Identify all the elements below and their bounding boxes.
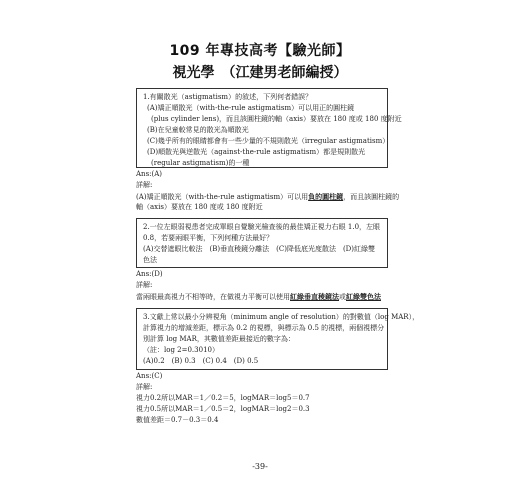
detail-text: ，而且該圓柱鏡的 <box>343 193 400 201</box>
question-3-line: 別計算 log MAR，其數值差距最接近的數字為： <box>143 335 295 343</box>
question-3-line: 3.文獻上常以最小分辨視角（minimum angle of resolution）的對數值（log MAR）， <box>143 313 420 321</box>
question-1-line: (plus cylinder lens)，而且該圓柱鏡的軸（axis）要放在 180 度或 180 度附近 <box>151 115 402 123</box>
detail-label-3: 詳解: <box>136 383 153 391</box>
detail-emphasis: 負的圓柱鏡 <box>308 192 344 201</box>
detail-2-line-1 <box>136 291 381 303</box>
question-2-line: 0.8，若要兩眼平衡，下列何種方法最好？ <box>143 234 274 242</box>
detail-1-line-2: 軸（axis）要放在 180 度或 180 度附近 <box>136 203 263 211</box>
question-box-1 <box>136 88 402 168</box>
page-number: -39- <box>252 462 268 471</box>
question-1-line: (A)矯正順散光（with-the-rule astigmatism）可以用正的圓柱鏡 <box>147 104 355 112</box>
page-subtitle: 視光學 （江建男老師編授） <box>172 65 348 81</box>
answer-2: Ans:(D) <box>136 270 163 278</box>
question-1-line: (C)幾乎所有的眼睛都會有一些少量的不規則散光（irregular astigmatism） <box>147 137 390 145</box>
question-box-3 <box>136 308 420 370</box>
detail-label-1: 詳解: <box>136 181 153 189</box>
question-1-line: 1.有關散光（astigmatism）的敘述，下列何者錯誤？ <box>143 93 313 101</box>
detail-3-line-1: 視力0.2所以MAR＝1／0.2＝5，logMAR＝log5＝0.7 <box>136 394 310 402</box>
detail-3-line-3: 數值差距＝0.7－0.3＝0.4 <box>136 416 219 424</box>
page-title: 109 年專技高考【驗光師】 <box>169 43 351 59</box>
detail-text: 或 <box>339 293 346 301</box>
question-3-line: 計算視力的增減差距，標示為 0.2 的視標，與標示為 0.5 的視標，兩個視標分 <box>143 324 385 332</box>
question-1-line: (D)順散光與逆散光（against-the-rule astigmatism）都是規則散光 <box>147 148 366 156</box>
detail-text: (A)矯正順散光（with-the-rule astigmatism）可以用 <box>136 193 309 201</box>
question-1-line: (regular astigmatism)的一種 <box>151 159 250 167</box>
question-box-2 <box>136 218 388 268</box>
detail-3-line-2: 視力0.5所以MAR＝1／0.5＝2，logMAR＝log2＝0.3 <box>136 405 310 413</box>
detail-emphasis: 紅綠雙色法 <box>346 292 381 301</box>
question-1-line: (B)在兒童較常見的散光為順散光 <box>147 126 249 134</box>
question-2-line: 色法 <box>143 256 157 264</box>
question-3-line: （註：log 2=0.3010） <box>143 346 219 354</box>
detail-text: 當兩眼最高視力不相等時，在做視力平衡可以使用 <box>136 293 290 301</box>
question-2-line: 2.一位左眼弱視患者完成單眼自覺驗光檢查後的最佳矯正視力右眼 1.0，左眼 <box>143 223 381 231</box>
question-2-line: (A)交替遮眼比較法 (B)垂直稜鏡分離法 (C)降低底光度散法 (D)紅綠雙 <box>143 245 376 253</box>
detail-label-2: 詳解: <box>136 281 153 289</box>
detail-emphasis: 紅綠垂直稜鏡法 <box>290 292 339 301</box>
answer-3: Ans:(C) <box>136 372 163 380</box>
answer-1: Ans:(A) <box>136 170 163 178</box>
question-3-line: (A)0.2 (B) 0.3 (C) 0.4 (D) 0.5 <box>143 357 259 365</box>
